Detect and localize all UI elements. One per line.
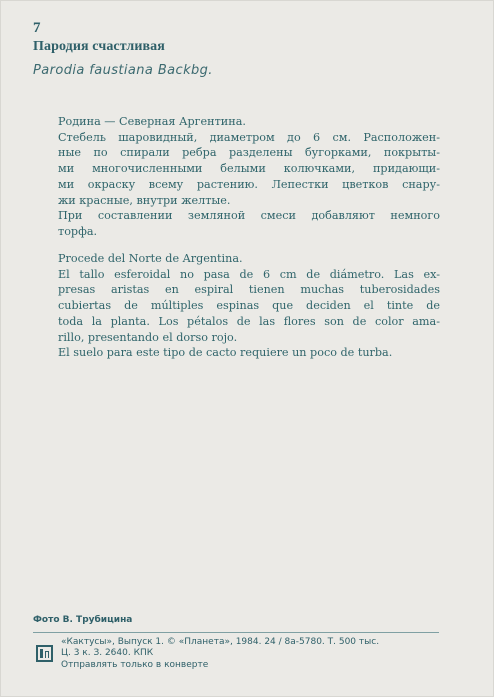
description-ru-line: ми окраску всему растению. Лепестки цветков снару- [58, 177, 440, 191]
description-ru-line: ные по спирали ребра разделены бугорками, покрыты- [58, 146, 440, 160]
description-ru-line: ми многочисленными белыми колючками, придающи- [58, 162, 440, 176]
imprint-line: Отправлять только в конверте [61, 659, 209, 670]
footer-divider [33, 632, 439, 633]
description-ru-line: торфа. [58, 224, 98, 238]
imprint [61, 637, 379, 671]
title-latin: Parodia faustiana Backbg. [33, 63, 213, 78]
description-es-line: rillo, presentando el dorso rojo. [58, 330, 238, 344]
imprint-line: Ц. 3 к. З. 2640. КПК [61, 648, 154, 659]
description-ru-line: При составлении земляной смеси добавляют немного [58, 209, 440, 223]
description-spanish [58, 251, 440, 361]
description-es-line: toda la planta. Los pétalos de las flores son de color ama- [58, 314, 440, 328]
publisher-logo-icon [36, 645, 53, 662]
description-es-line: El tallo esferoidal no pasa de 6 cm de diámetro. Las ex- [58, 267, 440, 281]
imprint-line: «Кактусы», Выпуск 1. © «Планета», 1984. 24 / 8а-5780. Т. 500 тыс. [61, 637, 380, 647]
description-ru-line: жи красные, внутри желтые. [58, 193, 231, 207]
description-es-line: cubiertas de múltiples espinas que deciden el tinte de [58, 299, 440, 313]
photo-credit: Фото В. Трубицина [33, 615, 133, 625]
description-es-line: Procede del Norte de Argentina. [58, 252, 243, 265]
description-ru-line: Родина — Северная Аргентина. [58, 115, 246, 128]
description-ru-line: Стебель шаровидный, диаметром до 6 см. Расположен- [58, 130, 440, 144]
description-russian [58, 114, 440, 240]
card-number: 7 [33, 20, 41, 36]
title-russian: Пародия счастливая [33, 39, 165, 54]
description-es-line: El suelo para este tipo de cacto requiere un poco de turba. [58, 346, 393, 360]
description-es-line: presas aristas en espiral tienen muchas tuberosidades [58, 283, 440, 297]
